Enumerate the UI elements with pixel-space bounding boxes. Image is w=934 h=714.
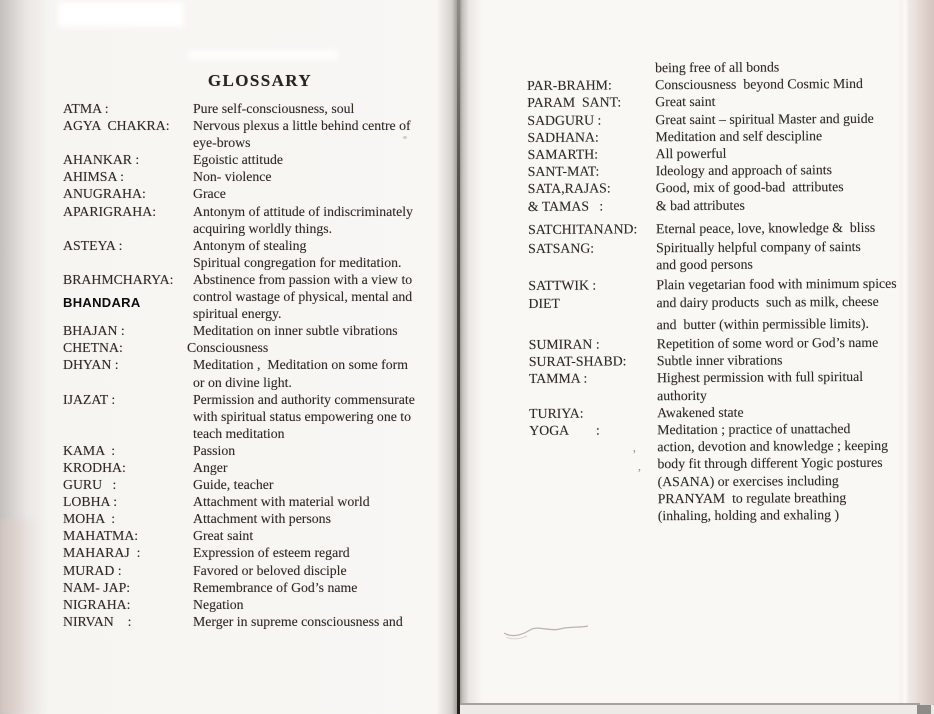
glossary-row: [63, 613, 459, 630]
glossary-definition: Guide, teacher: [193, 477, 274, 493]
glossary-row: [63, 168, 459, 185]
glossary-row: [63, 237, 459, 254]
glossary-definition: Pure self-consciousness, soul: [193, 101, 355, 116]
glossary-row: [63, 100, 459, 117]
glossary-row: [529, 454, 931, 474]
glossary-row: [63, 459, 459, 476]
glossary-row: [63, 117, 459, 134]
glossary-term: SATTWIK :: [528, 278, 597, 294]
glossary-row: [63, 544, 459, 561]
bottom-right-corner-chip: [917, 705, 931, 714]
glossary-definition: eye-brows: [193, 135, 251, 151]
glossary-definition: Antonym of stealing: [193, 237, 307, 253]
glossary-definition: Meditation on inner subtle vibrations: [193, 323, 398, 339]
glossary-term: BHAJAN :: [63, 323, 125, 339]
glossary-term: SADHANA:: [527, 129, 599, 145]
glossary-row: [528, 218, 930, 238]
left-edge-pink-smudge: [0, 520, 42, 714]
glossary-definition: or on divine light.: [193, 374, 292, 390]
glossary-row: [63, 596, 459, 613]
glossary-term: [529, 438, 657, 456]
glossary-term: SURAT-SHABD:: [528, 353, 627, 370]
glossary-term: AHIMSA :: [63, 169, 124, 185]
glossary-definition: (inhaling, holding and exhaling ): [657, 507, 840, 524]
glossary-term: ANUGRAHA:: [63, 186, 146, 202]
glossary-row: [63, 220, 459, 237]
glossary-row: [529, 314, 931, 334]
glossary-definition: teach meditation: [193, 425, 285, 441]
glossary-definition: Attachment with persons: [193, 511, 331, 527]
glossary-term: SATSANG:: [528, 240, 595, 257]
glossary-term: YOGA :: [529, 422, 600, 439]
glossary-term: NIRVAN :: [63, 613, 132, 629]
glossary-term: TURIYA:: [529, 405, 584, 421]
glossary-term: [63, 220, 193, 237]
glossary-term: SANT-MAT:: [527, 163, 600, 180]
glossary-definition: Remembrance of God’s name: [193, 579, 358, 595]
scanner-glare-patch: [58, 2, 184, 27]
glossary-term: PARAM SANT:: [527, 94, 622, 111]
glossary-definition: Plain vegetarian food with minimum spices: [656, 276, 897, 293]
glossary-term: DHYAN :: [63, 357, 119, 373]
glossary-list-left: [63, 100, 459, 630]
glossary-term: ATMA :: [63, 101, 109, 116]
glossary-definition: Highest permission with full spiritual: [656, 369, 864, 386]
glossary-term: MOHA :: [63, 511, 116, 527]
glossary-definition: Meditation and self descipline: [655, 128, 823, 145]
glossary-definition: Consciousness beyond Cosmic Mind: [655, 76, 863, 93]
glossary-row: [63, 510, 459, 527]
glossary-row: [527, 109, 929, 129]
glossary-definition: Grace: [193, 186, 226, 202]
glossary-row: [529, 334, 931, 354]
glossary-definition: All powerful: [655, 145, 727, 162]
glossary-definition: Negation: [193, 596, 244, 612]
glossary-row: [63, 527, 459, 544]
glossary-row: [63, 356, 459, 373]
glossary-term: ASTEYA :: [63, 237, 123, 253]
glossary-term: CHETNA:: [63, 340, 123, 356]
glossary-definition: with spiritual status empowering one to: [193, 408, 412, 424]
glossary-definition: PRANYAM to regulate breathing: [657, 489, 847, 507]
glossary-definition: Subtle inner vibrations: [656, 352, 783, 369]
glossary-row: [63, 134, 459, 151]
glossary-row: [63, 442, 459, 459]
glossary-term-annotation: BHANDARA: [63, 295, 141, 311]
glossary-row: [63, 476, 459, 493]
glossary-definition: Meditation ; practice of unattached: [657, 421, 851, 438]
glossary-row: [63, 391, 459, 408]
glossary-row: [63, 374, 459, 391]
heading-glare-patch: [188, 50, 338, 60]
glossary-definition: & bad attributes: [655, 197, 745, 213]
glossary-definition: Awakened state: [657, 404, 744, 421]
glossary-term: & TAMAS :: [527, 198, 604, 214]
glossary-term: MAHATMA:: [63, 528, 139, 544]
glossary-definition: (ASANA) or exercises including: [657, 472, 839, 489]
glossary-term: AGYA CHAKRA:: [63, 118, 170, 134]
glossary-definition: Consciousness: [187, 340, 269, 356]
glossary-definition: Passion: [193, 442, 236, 458]
glossary-definition: Anger: [193, 459, 228, 475]
glossary-definition: Good, mix of good-bad attributes: [655, 179, 844, 196]
glossary-definition: being free of all bonds: [655, 59, 780, 76]
pencil-scribble: [500, 618, 592, 644]
glossary-term: SADGURU :: [527, 112, 602, 128]
glossary-definition: Eternal peace, love, knowledge & bliss: [655, 219, 876, 237]
glossary-definition: Great saint: [655, 94, 716, 110]
glossary-definition: Favored or beloved disciple: [193, 562, 347, 578]
glossary-definition: Great saint – spiritual Master and guide: [655, 110, 874, 127]
glossary-definition: Repetition of some word or God’s name: [656, 334, 879, 352]
glossary-definition: Spiritually helpful company of saints: [656, 238, 861, 256]
pencil-tick-lower: ,: [638, 459, 641, 473]
glossary-row: [63, 322, 459, 339]
glossary-term: DIET: [528, 295, 560, 311]
book-spine-line: [457, 0, 460, 714]
pencil-tick-upper: ’: [631, 446, 639, 462]
glossary-term: [529, 387, 657, 405]
glossary-definition: control wastage of physical, mental and: [193, 289, 413, 305]
glossary-term: SATA,RAJAS:: [527, 180, 611, 197]
glossary-row: [63, 203, 459, 220]
glossary-term: APARIGRAHA:: [63, 203, 157, 219]
glossary-term: NAM- JAP:: [63, 579, 131, 595]
glossary-definition: Non- violence: [193, 169, 272, 185]
glossary-term: IJAZAT :: [63, 391, 116, 407]
page-title: GLOSSARY: [207, 71, 313, 91]
glossary-term: [63, 254, 193, 271]
glossary-term: [530, 507, 658, 525]
glossary-term: KAMA :: [63, 442, 116, 458]
glossary-term: [63, 134, 193, 151]
glossary-definition: Great saint: [193, 528, 254, 544]
glossary-term: SAMARTH:: [527, 146, 599, 163]
glossary-term: SUMIRAN :: [528, 336, 600, 353]
glossary-row: [528, 292, 930, 312]
glossary-term: LOBHA :: [63, 494, 118, 510]
glossary-row: [63, 288, 459, 311]
glossary-definition: Merger in supreme consciousness and: [193, 613, 403, 629]
glossary-term: [63, 408, 193, 425]
glossary-term: SATCHITANAND:: [527, 221, 638, 237]
glossary-term: TAMMA :: [528, 371, 588, 387]
glossary-definition: Nervous plexus a little behind centre of: [193, 118, 411, 134]
glossary-term: MAHARAJ :: [63, 545, 141, 561]
glossary-definition: authority: [657, 387, 707, 403]
glossary-term: BRAHMCHARYA:: [63, 271, 174, 287]
glossary-row: [530, 506, 932, 526]
glossary-list-right: [527, 58, 932, 526]
glossary-term: MURAD :: [63, 562, 122, 578]
glossary-definition: action, devotion and knowledge ; keeping: [657, 438, 889, 455]
glossary-row: [63, 425, 459, 442]
paper-speck: [403, 136, 407, 139]
glossary-row: [63, 185, 459, 202]
glossary-definition: and good persons: [656, 256, 753, 273]
glossary-term: [529, 316, 657, 334]
glossary-term: KRODHA:: [63, 459, 126, 475]
fore-edge-highlight: [903, 0, 907, 714]
glossary-definition: Antonym of attitude of indiscriminately: [193, 203, 413, 219]
glossary-definition: Abstinence from passion with a view to: [193, 271, 413, 287]
glossary-row: [63, 254, 459, 271]
glossary-row: [63, 339, 459, 356]
page-bottom-edge-strip: [460, 705, 934, 714]
glossary-row: [528, 195, 930, 215]
glossary-term: GURU :: [63, 477, 117, 493]
glossary-definition: spiritual energy.: [193, 306, 282, 322]
glossary-definition: Attachment with material world: [193, 494, 370, 510]
glossary-term: [63, 374, 193, 391]
glossary-definition: acquiring worldly things.: [193, 220, 333, 236]
glossary-row: [63, 408, 459, 425]
glossary-term: [528, 256, 656, 274]
glossary-row: [63, 151, 459, 168]
glossary-row: [63, 271, 459, 288]
glossary-definition: Egoistic attitude: [193, 152, 284, 168]
glossary-term: [63, 425, 193, 442]
glossary-term: [530, 490, 658, 508]
glossary-definition: Permission and authority commensurate: [193, 391, 415, 407]
glossary-definition: Expression of esteem regard: [193, 545, 350, 561]
glossary-definition: and butter (within permissible limits).: [656, 315, 869, 333]
glossary-term: AHANKAR :: [63, 152, 140, 168]
glossary-row: [63, 493, 459, 510]
glossary-term: [530, 473, 658, 491]
glossary-definition: Meditation , Meditation on some form: [193, 357, 408, 373]
glossary-row: [528, 255, 930, 275]
glossary-definition: body fit through different Yogic postures: [657, 455, 883, 472]
glossary-definition: Spiritual congregation for meditation.: [193, 254, 402, 270]
glossary-definition: Ideology and approach of saints: [655, 162, 832, 179]
glossary-row: [63, 579, 459, 596]
glossary-row: [63, 562, 459, 579]
glossary-term: PAR-BRAHM:: [527, 77, 612, 94]
glossary-definition: and dairy products such as milk, cheese: [656, 293, 879, 310]
glossary-term: [527, 59, 655, 77]
glossary-term: NIGRAHA:: [63, 596, 131, 612]
